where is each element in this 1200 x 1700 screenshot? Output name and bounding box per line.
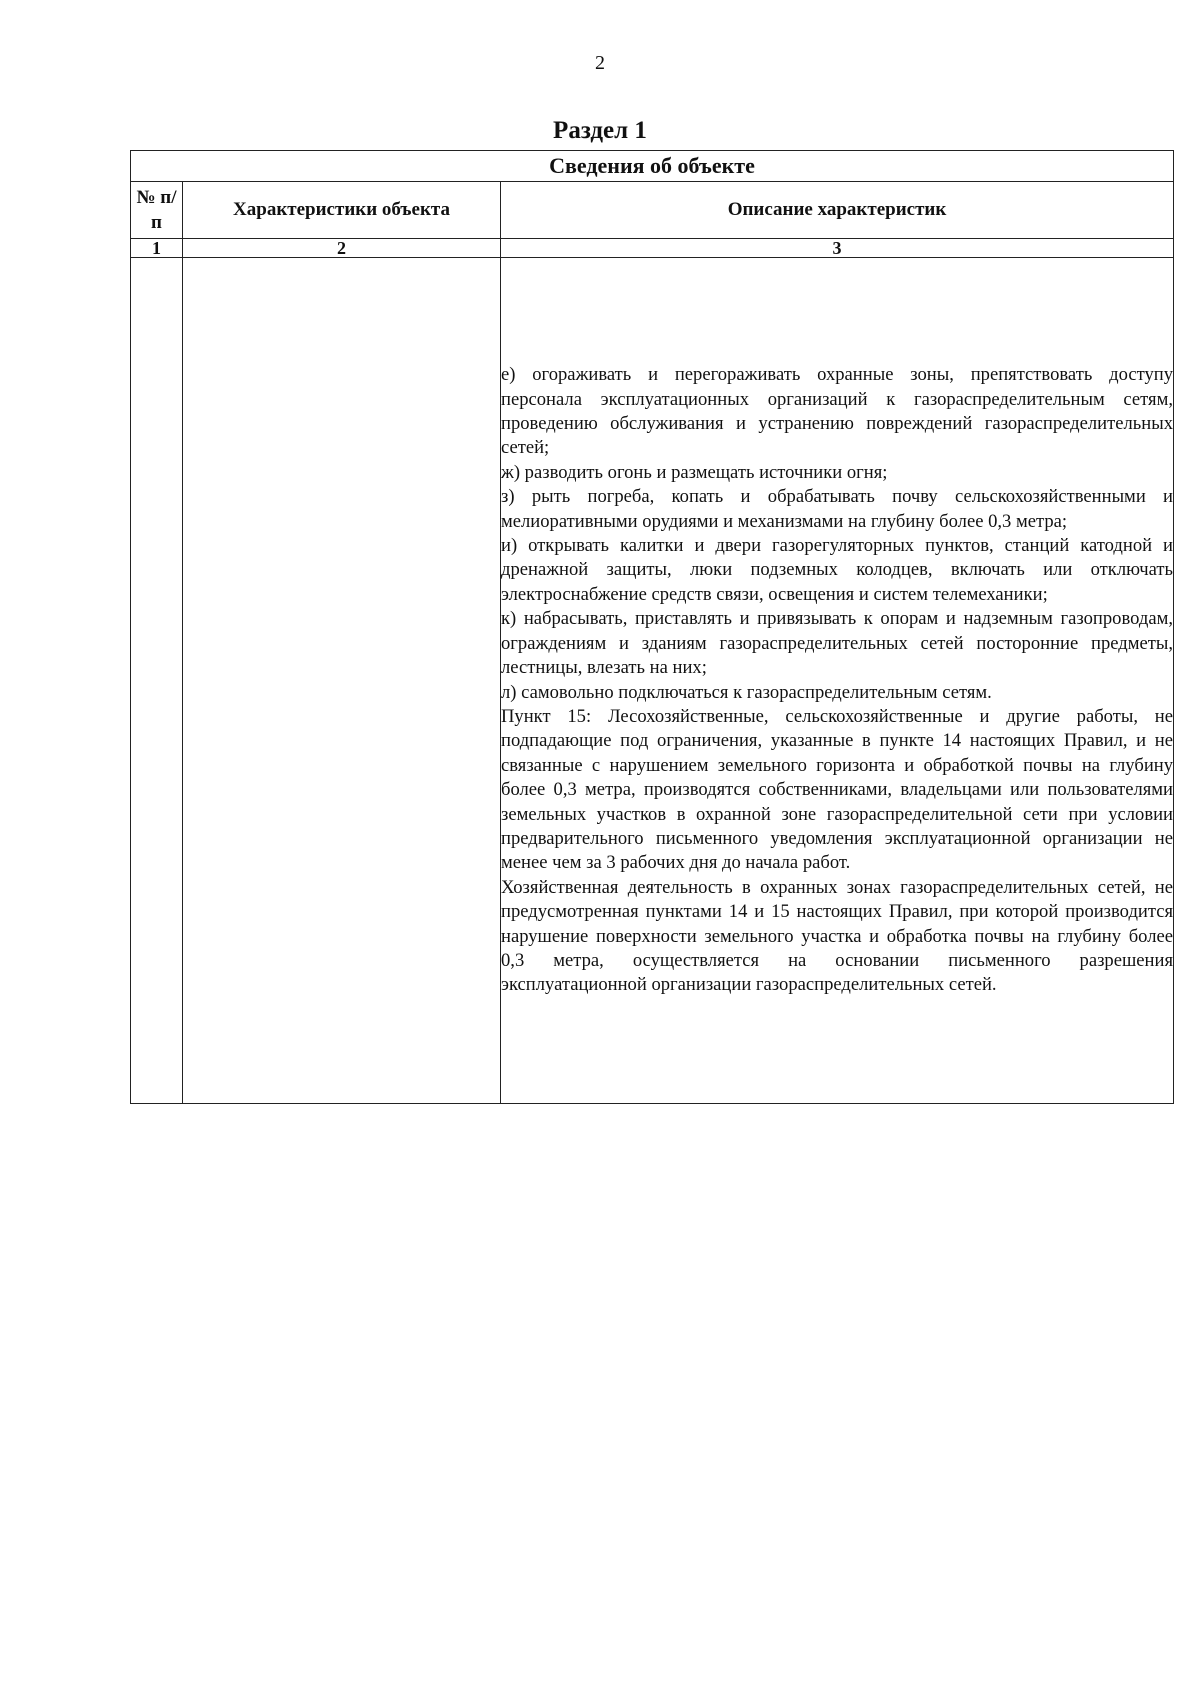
description-paragraph: к) набрасывать, приставлять и привязывать к опорам и надземным газопроводам, ограждениям и зданиям газораспределительных сетей посторонние предметы, лестницы, влезать на них;: [501, 608, 1174, 679]
row-description-cell: [501, 258, 1174, 1104]
description-paragraph: Пункт 15: Лесохозяйственные, сельскохозяйственные и другие работы, не подпадающие под ограничения, указанные в пункте 14 настоящих Правил, и не связанные с нарушением земельного горизонта и обработкой почвы на глубину более 0,3 метра, производятся собственниками, владельцами или пользователями земельных участков в охранной зоне газораспределительной сети при условии предварительного письменного уведомления эксплуатационной организации не менее чем за 3 рабочих дня до начала работ.: [501, 705, 1174, 874]
row-num-cell: [131, 258, 183, 1104]
object-info-table: [130, 150, 1174, 1104]
column-number-1: 1: [131, 239, 183, 258]
column-number-3: 3: [501, 239, 1174, 258]
table-row: [131, 258, 1174, 1104]
description-paragraph: з) рыть погреба, копать и обрабатывать почву сельскохозяйственными и мелиоративными орудиями и механизмами на глубину более 0,3 метра;: [501, 486, 1174, 532]
description-paragraph: и) открывать калитки и двери газорегуляторных пунктов, станций катодной и дренажной защиты, люки подземных колодцев, включать или отключать электроснабжение средств связи, освещения и систем телемеханики;: [501, 535, 1174, 605]
section-title: Раздел 1: [553, 117, 647, 144]
description-paragraph: ж) разводить огонь и размещать источники огня;: [501, 461, 888, 483]
table-caption: Сведения об объекте: [131, 151, 1174, 182]
header-characteristics: Характеристики объекта: [183, 182, 501, 239]
description-paragraph: Хозяйственная деятельность в охранных зонах газораспределительных сетей, не предусмотренная пунктами 14 и 15 настоящих Правил, при которой производится нарушение поверхности земельного участка и обработка почвы на глубину более 0,3 метра, осуществляется на основании письменного разрешения эксплуатационной организации газораспределительных сетей.: [501, 876, 1174, 996]
description-paragraph: л) самовольно подключаться к газораспределительным сетям.: [501, 681, 992, 703]
header-num: № п/п: [131, 182, 183, 239]
row-characteristics-cell: [183, 258, 501, 1104]
description-paragraph: е) огораживать и перегораживать охранные зоны, препятствовать доступу персонала эксплуатационных организаций к газораспределительным сетям, проведению обслуживания и устранению повреждений газораспределительных сетей;: [501, 364, 1174, 459]
page-number: 2: [595, 52, 605, 74]
column-number-2: 2: [183, 239, 501, 258]
header-description: Описание характеристик: [501, 182, 1174, 239]
